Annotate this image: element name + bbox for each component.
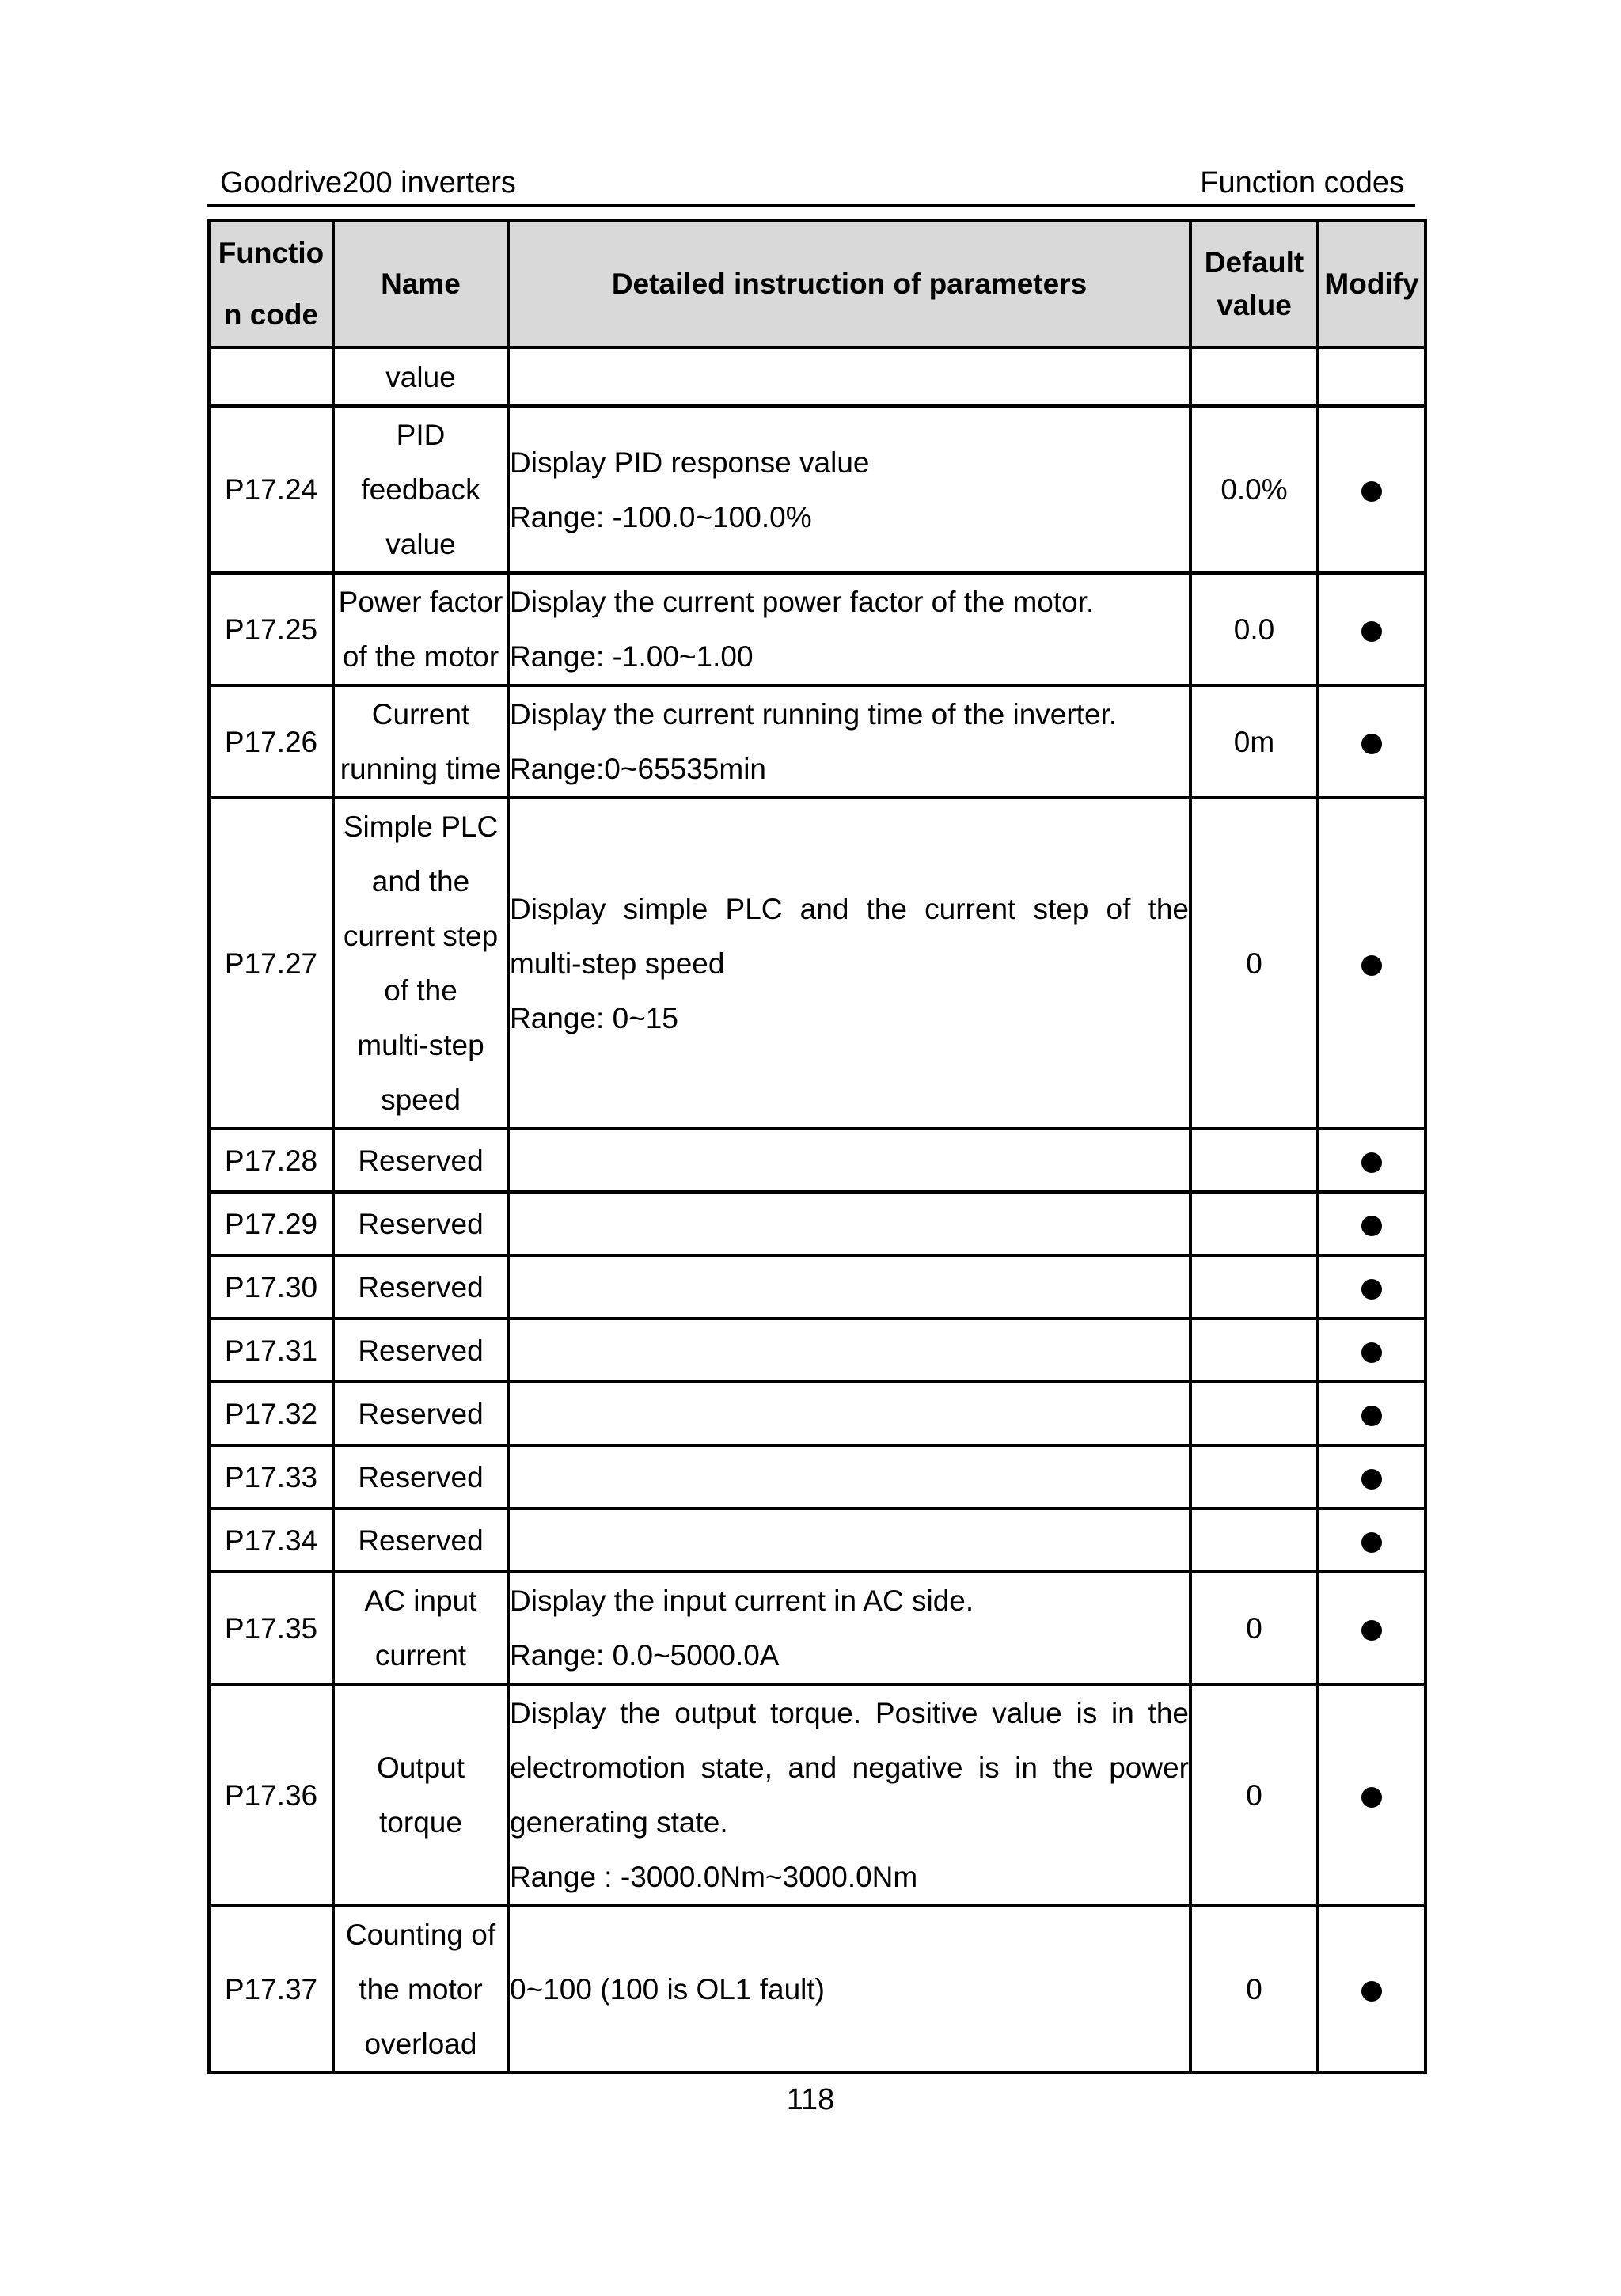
default-value-cell [1190, 1445, 1318, 1509]
parameter-name-line: Reserved [358, 1144, 484, 1177]
modify-dot-icon [1361, 1152, 1382, 1173]
parameter-name-line: the motor [359, 1973, 483, 2006]
column-header-name: Name [333, 221, 508, 347]
parameter-description-cell [508, 685, 1190, 798]
parameter-description-cell [508, 406, 1190, 573]
parameter-description-line: Display PID response value [510, 446, 870, 479]
parameter-name-line: Reserved [358, 1397, 484, 1430]
parameter-name-line: value [385, 360, 456, 393]
default-value-cell [1190, 1255, 1318, 1319]
parameter-description-line: electromotion state, and negative is in the power [510, 1751, 1189, 1784]
parameter-table [207, 219, 1427, 2074]
column-header-default-value: Default value [1190, 221, 1318, 347]
modify-cell [1318, 347, 1425, 406]
parameter-name-cell [333, 1445, 508, 1509]
function-code-cell: P17.27 [209, 798, 333, 1129]
parameter-name-line: Simple PLC [343, 810, 499, 843]
table-row [209, 1572, 1425, 1684]
parameter-description-cell [508, 1129, 1190, 1192]
table-row [209, 573, 1425, 685]
parameter-name-line: PID [396, 419, 446, 451]
table-header-row [209, 221, 1425, 347]
parameter-description-line: Range: 0~15 [510, 1001, 678, 1034]
parameter-name-cell [333, 1509, 508, 1572]
parameter-description-cell [508, 347, 1190, 406]
parameter-description-line: Range:0~65535min [510, 753, 767, 785]
parameter-name-cell [333, 685, 508, 798]
manual-title: Goodrive200 inverters [220, 166, 516, 199]
parameter-name-line: Counting of [345, 1918, 496, 1951]
table-row [209, 406, 1425, 573]
parameter-name-line: Current [371, 698, 470, 731]
modify-cell [1318, 685, 1425, 798]
parameter-name-cell [333, 347, 508, 406]
parameter-name-line: Reserved [358, 1334, 484, 1367]
function-code-cell: P17.32 [209, 1382, 333, 1445]
parameter-name-line: AC input [364, 1584, 477, 1617]
default-value-cell [1190, 1129, 1318, 1192]
modify-cell [1318, 1319, 1425, 1382]
modify-dot-icon [1361, 1279, 1382, 1300]
parameter-name-line: of the motor [342, 640, 499, 673]
modify-dot-icon [1361, 481, 1382, 502]
parameter-name-cell [333, 1906, 508, 2073]
parameter-name-line: Output [376, 1751, 465, 1784]
modify-dot-icon [1361, 1787, 1382, 1808]
modify-dot-icon [1361, 1469, 1382, 1490]
modify-cell [1318, 1382, 1425, 1445]
parameter-name-line: speed [381, 1083, 461, 1116]
parameter-description-line: multi-step speed [510, 947, 725, 980]
parameter-description-line: Range : -3000.0Nm~3000.0Nm [510, 1861, 918, 1893]
parameter-name-cell [333, 798, 508, 1129]
parameter-description-line: 0~100 (100 is OL1 fault) [510, 1973, 826, 2006]
default-value-cell [1190, 347, 1318, 406]
running-header [207, 161, 1415, 207]
table-row [209, 1382, 1425, 1445]
parameter-description-line: Range: 0.0~5000.0A [510, 1639, 780, 1672]
table-row [209, 1319, 1425, 1382]
parameter-description-line: Display the input current in AC side. [510, 1584, 974, 1617]
function-code-cell: P17.36 [209, 1684, 333, 1906]
parameter-name-line: Reserved [358, 1524, 484, 1557]
modify-cell [1318, 1129, 1425, 1192]
parameter-name-cell [333, 1382, 508, 1445]
function-code-cell: P17.29 [209, 1192, 333, 1255]
parameter-description-cell [508, 1255, 1190, 1319]
function-code-cell: P17.33 [209, 1445, 333, 1509]
modify-cell [1318, 1684, 1425, 1906]
parameter-name-cell [333, 573, 508, 685]
page-number: 118 [786, 2083, 835, 2116]
function-code-cell: P17.30 [209, 1255, 333, 1319]
parameter-description-cell [508, 1572, 1190, 1684]
parameter-description-cell [508, 1192, 1190, 1255]
default-value-cell: 0 [1190, 1684, 1318, 1906]
table-row [209, 1255, 1425, 1319]
default-value-cell [1190, 1319, 1318, 1382]
modify-cell [1318, 406, 1425, 573]
parameter-description-line: Display the current running time of the inverter. [510, 698, 1118, 731]
table-row [209, 1445, 1425, 1509]
function-code-cell: P17.37 [209, 1906, 333, 2073]
parameter-name-cell [333, 406, 508, 573]
parameter-description-cell [508, 1906, 1190, 2073]
parameter-name-line: Reserved [358, 1270, 484, 1304]
table-row [209, 798, 1425, 1129]
modify-dot-icon [1361, 1342, 1382, 1363]
parameter-name-line: and the [371, 865, 470, 898]
modify-dot-icon [1361, 621, 1382, 642]
parameter-name-line: feedback [361, 473, 480, 506]
table-row [209, 347, 1425, 406]
modify-cell [1318, 1192, 1425, 1255]
default-value-cell [1190, 1192, 1318, 1255]
modify-dot-icon [1361, 734, 1382, 754]
function-code-cell: P17.28 [209, 1129, 333, 1192]
column-header-description: Detailed instruction of parameters [508, 221, 1190, 347]
parameter-description-cell [508, 573, 1190, 685]
modify-dot-icon [1361, 1620, 1382, 1641]
modify-dot-icon [1361, 1216, 1382, 1236]
modify-cell [1318, 573, 1425, 685]
default-value-cell [1190, 1509, 1318, 1572]
parameter-name-line: Reserved [358, 1207, 484, 1240]
parameter-description-line: Display the output torque. Positive value is in the [510, 1697, 1189, 1729]
parameter-description-line: Display the current power factor of the motor. [510, 586, 1095, 618]
parameter-name-line: current step [343, 920, 499, 952]
function-code-cell: P17.31 [209, 1319, 333, 1382]
modify-cell [1318, 798, 1425, 1129]
default-value-cell: 0 [1190, 798, 1318, 1129]
function-code-cell: P17.26 [209, 685, 333, 798]
modify-dot-icon [1361, 1406, 1382, 1426]
parameter-name-line: current [374, 1639, 467, 1672]
parameter-description-line: Range: -1.00~1.00 [510, 640, 754, 673]
table-row [209, 1684, 1425, 1906]
column-header-modify: Modify [1318, 221, 1425, 347]
parameter-description-cell [508, 1382, 1190, 1445]
modify-cell [1318, 1509, 1425, 1572]
table-row [209, 1192, 1425, 1255]
default-value-cell [1190, 1382, 1318, 1445]
default-value-cell: 0.0 [1190, 573, 1318, 685]
section-title: Function codes [1200, 166, 1404, 199]
default-value-cell: 0m [1190, 685, 1318, 798]
modify-dot-icon [1361, 1532, 1382, 1553]
parameter-name-cell [333, 1572, 508, 1684]
parameter-name-cell [333, 1319, 508, 1382]
column-header-function-code: Functio n code [209, 221, 333, 347]
table-row [209, 1129, 1425, 1192]
modify-cell [1318, 1572, 1425, 1684]
parameter-name-line: running time [340, 753, 502, 785]
default-value-cell: 0 [1190, 1906, 1318, 2073]
table-row [209, 1906, 1425, 2073]
parameter-description-line: Range: -100.0~100.0% [510, 500, 812, 533]
function-code-cell: P17.25 [209, 573, 333, 685]
parameter-description-cell [508, 1684, 1190, 1906]
modify-cell [1318, 1255, 1425, 1319]
table-row [209, 685, 1425, 798]
table-body [209, 347, 1425, 2073]
parameter-name-cell [333, 1192, 508, 1255]
parameter-description-cell [508, 1445, 1190, 1509]
default-value-cell: 0 [1190, 1572, 1318, 1684]
function-code-cell [209, 347, 333, 406]
modify-cell [1318, 1906, 1425, 2073]
parameter-name-line: Power factor [338, 586, 503, 618]
function-code-cell: P17.35 [209, 1572, 333, 1684]
parameter-name-line: multi-step [357, 1029, 484, 1061]
parameter-description-line: Display simple PLC and the current step of the [510, 892, 1189, 925]
parameter-name-cell [333, 1255, 508, 1319]
parameter-description-line: generating state. [510, 1806, 728, 1839]
parameter-name-line: Reserved [358, 1460, 484, 1493]
function-code-cell: P17.34 [209, 1509, 333, 1572]
function-code-cell: P17.24 [209, 406, 333, 573]
parameter-name-cell [333, 1684, 508, 1906]
parameter-description-cell [508, 1509, 1190, 1572]
parameter-name-line: overload [364, 2028, 477, 2060]
modify-dot-icon [1361, 1981, 1382, 2002]
parameter-description-cell [508, 798, 1190, 1129]
parameter-description-cell [508, 1319, 1190, 1382]
parameter-name-line: of the [384, 974, 457, 1007]
modify-dot-icon [1361, 955, 1382, 976]
parameter-name-line: value [385, 528, 456, 560]
parameter-name-line: torque [379, 1806, 462, 1839]
default-value-cell: 0.0% [1190, 406, 1318, 573]
table-row [209, 1509, 1425, 1572]
parameter-name-cell [333, 1129, 508, 1192]
modify-cell [1318, 1445, 1425, 1509]
